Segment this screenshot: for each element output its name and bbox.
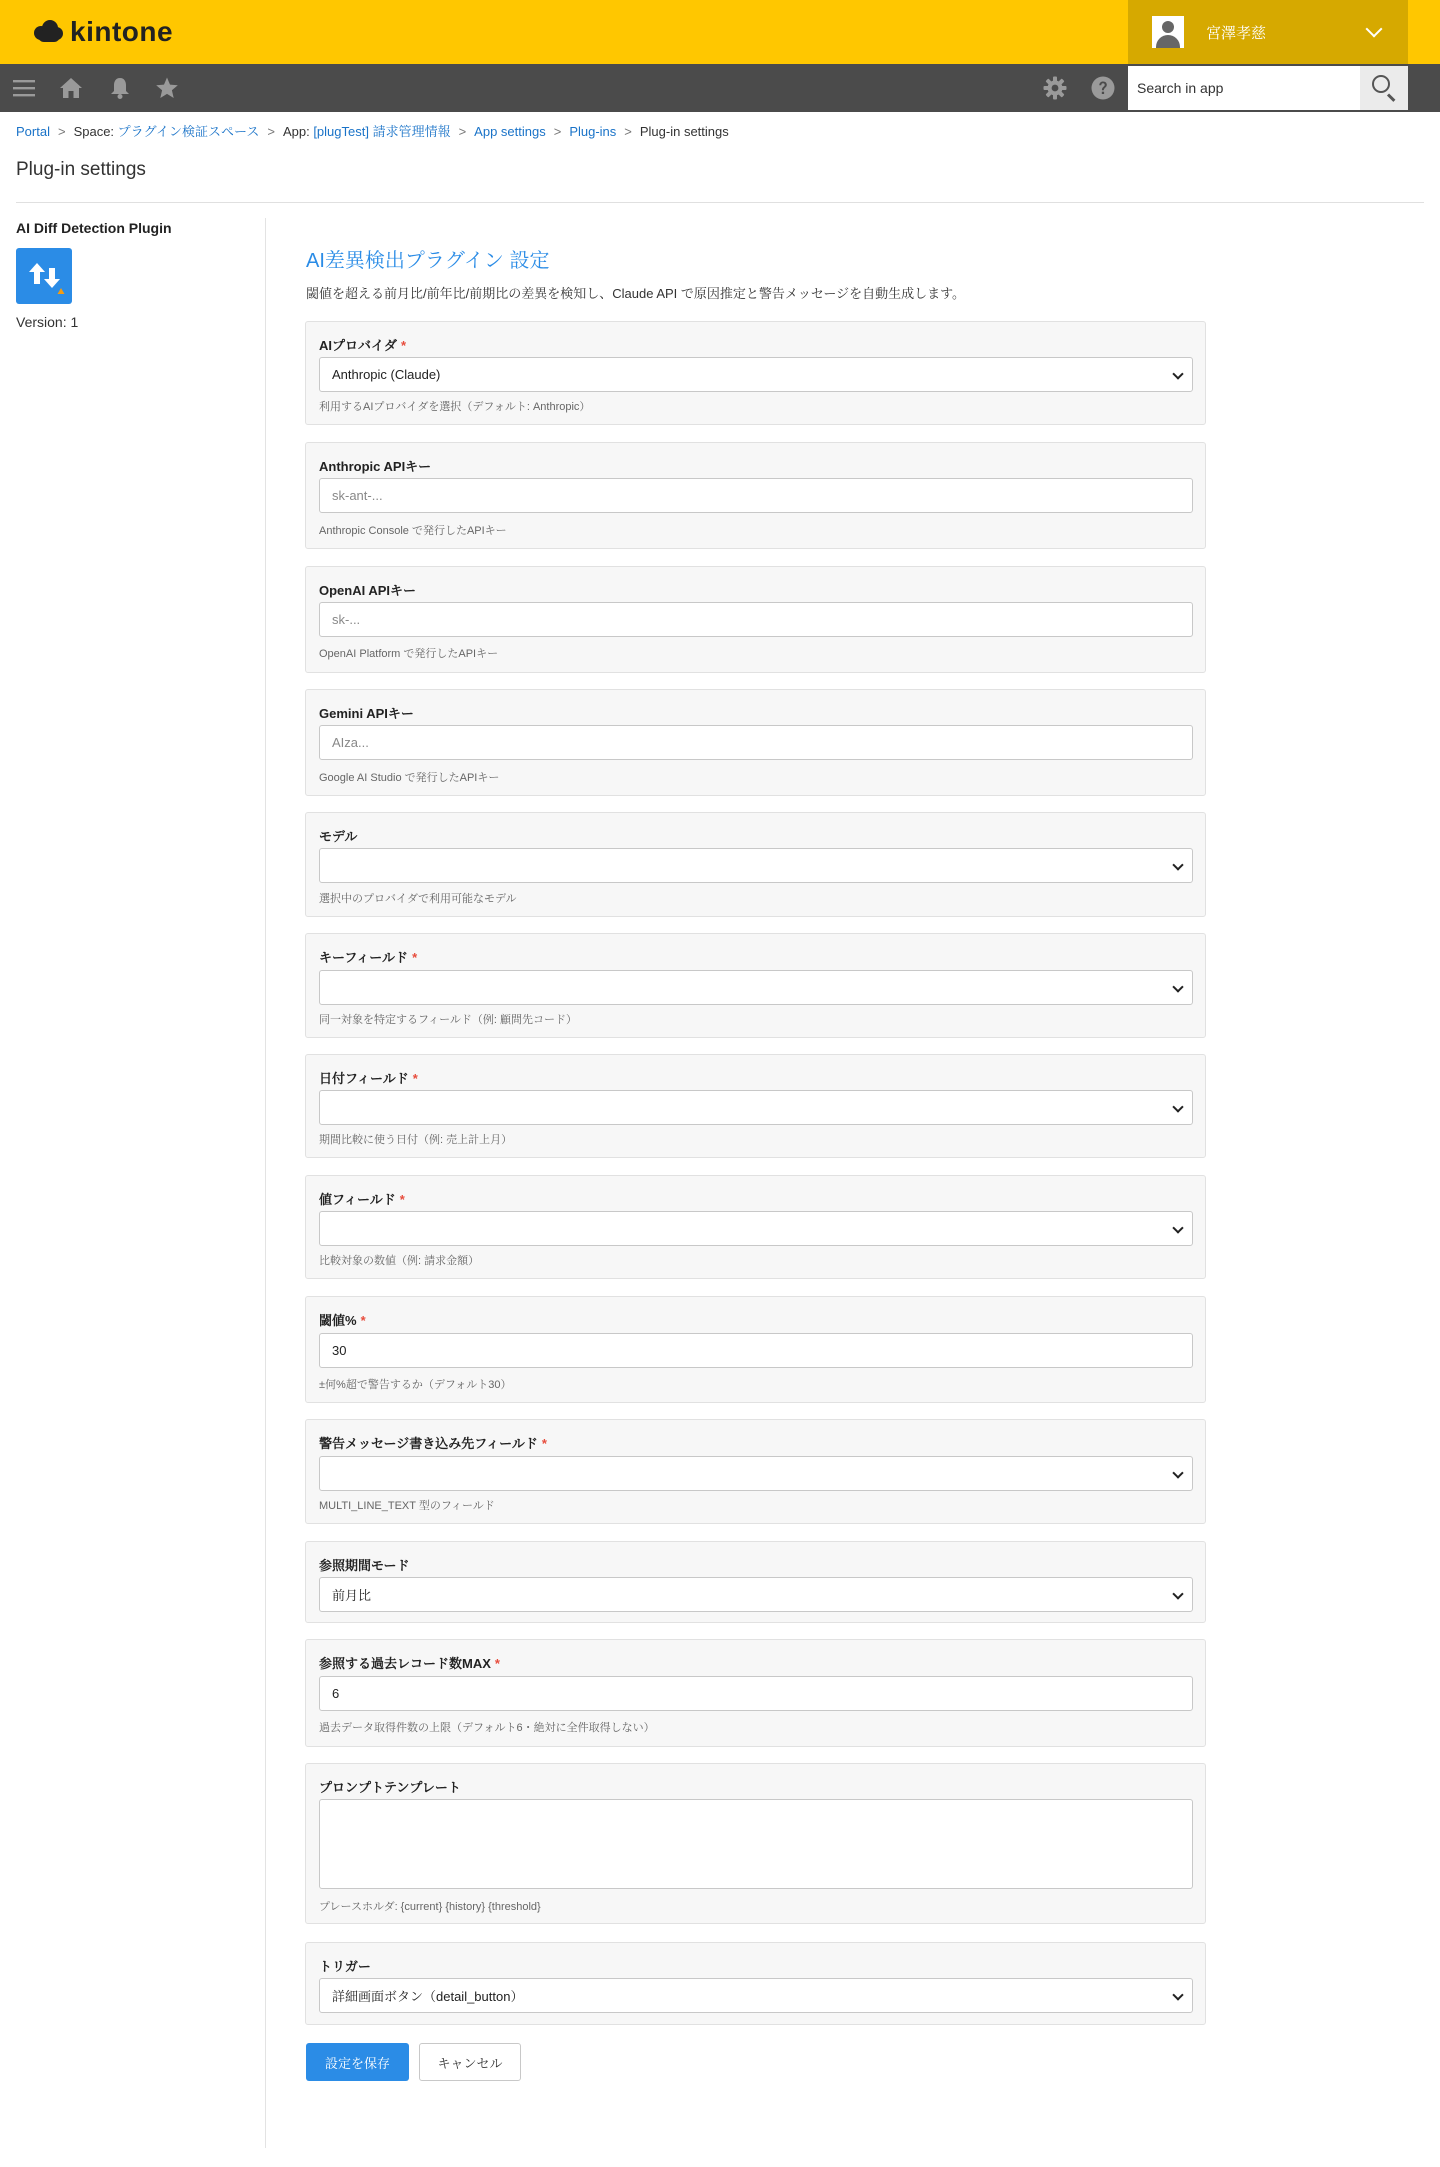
period-mode-section — [305, 1541, 1206, 1623]
warning-field-section: 警告メッセージ書き込み先フィールド * MULTI_LINE_TEXT 型のフィールド — [305, 1419, 1206, 1524]
trigger-select[interactable]: 詳細画面ボタン（detail_button） — [319, 1978, 1193, 2013]
gear-icon[interactable] — [1043, 76, 1067, 100]
search-input[interactable] — [1128, 66, 1360, 110]
threshold-label: 閾値% — [319, 1313, 357, 1328]
model-select[interactable] — [319, 848, 1193, 883]
gemini-key-input[interactable] — [319, 725, 1193, 760]
model-label: モデル — [319, 829, 358, 844]
value-field-section: 値フィールド * 比較対象の数値（例: 請求金額） — [305, 1175, 1206, 1279]
side-divider — [265, 218, 266, 2148]
history-max-label: 参照する過去レコード数MAX — [319, 1656, 491, 1671]
value-field-hint: 比較対象の数値（例: 請求金額） — [319, 1255, 480, 1267]
threshold-hint: ±何%超で警告するか（デフォルト30） — [319, 1379, 512, 1391]
home-icon[interactable] — [59, 76, 83, 100]
breadcrumb-space[interactable]: プラグイン検証スペース — [117, 124, 260, 139]
page-title: Plug-in settings — [16, 159, 146, 180]
history-max-section: 参照する過去レコード数MAX * 6 過去データ取得件数の上限（デフォルト6・絶対に全件取得しない） — [305, 1639, 1206, 1747]
period-mode-select[interactable]: 前月比 — [319, 1577, 1193, 1612]
cloud-logo-icon — [34, 20, 64, 44]
prompt-template-label: プロンプトテンプレート — [319, 1780, 461, 1795]
key-field-hint: 同一対象を特定するフィールド（例: 顧問先コード） — [319, 1014, 578, 1026]
breadcrumb-current: Plug-in settings — [639, 124, 729, 139]
model-section — [305, 812, 1206, 917]
date-field-hint: 期間比較に使う日付（例: 売上計上月） — [319, 1134, 513, 1146]
date-field-select[interactable] — [319, 1090, 1193, 1125]
logo-text: kintone — [70, 16, 174, 47]
title-divider — [16, 202, 1424, 203]
warning-field-select[interactable] — [319, 1456, 1193, 1491]
period-mode-label: 参照期間モード — [319, 1558, 410, 1573]
help-icon[interactable] — [1091, 76, 1115, 100]
arrows-up-down-icon — [16, 248, 72, 304]
openai-key-hint: OpenAI Platform で発行したAPIキー — [319, 648, 499, 660]
user-name: 宮澤孝慈 — [1206, 24, 1267, 42]
key-field-select[interactable] — [319, 970, 1193, 1005]
threshold-section: 閾値% * 30 ±何%超で警告するか（デフォルト30） — [305, 1296, 1206, 1403]
breadcrumb-portal[interactable]: Portal — [16, 124, 50, 139]
save-button[interactable]: 設定を保存 — [306, 2043, 409, 2081]
value-field-label: 値フィールド — [319, 1192, 396, 1207]
breadcrumb-app-settings[interactable]: App settings — [474, 124, 546, 139]
plugin-name: AI Diff Detection Plugin — [16, 220, 172, 236]
cancel-button[interactable]: キャンセル — [419, 2043, 521, 2081]
plugin-icon — [16, 248, 72, 304]
gemini-key-label: Gemini APIキー — [319, 706, 414, 721]
search-box — [1128, 66, 1360, 110]
trigger-section — [305, 1942, 1206, 2025]
bell-icon[interactable] — [108, 76, 132, 100]
gemini-key-section — [305, 689, 1206, 796]
history-max-hint: 過去データ取得件数の上限（デフォルト6・絶対に全件取得しない） — [319, 1722, 655, 1734]
breadcrumb: Portal > Space: プラグイン検証スペース > App: [plugTest] 請求管理情報 > App settings > Plug-ins > Plug-in settings — [16, 124, 729, 139]
top-header — [0, 0, 1440, 64]
threshold-input[interactable] — [319, 1333, 1193, 1368]
settings-title: AI差異検出プラグイン 設定 — [306, 250, 550, 272]
anthropic-key-hint: Anthropic Console で発行したAPIキー — [319, 525, 507, 537]
prompt-template-section — [305, 1763, 1206, 1924]
breadcrumb-app[interactable]: [plugTest] 請求管理情報 — [313, 124, 451, 139]
gemini-key-hint: Google AI Studio で発行したAPIキー — [319, 772, 500, 784]
provider-label: AIプロバイダ — [319, 338, 398, 353]
search-icon — [1372, 75, 1390, 93]
openai-key-label: OpenAI APIキー — [319, 583, 417, 598]
warning-field-label: 警告メッセージ書き込み先フィールド — [319, 1436, 538, 1451]
chevron-down-icon — [1366, 21, 1383, 38]
value-field-select[interactable] — [319, 1211, 1193, 1246]
provider-hint: 利用するAIプロバイダを選択（デフォルト: Anthropic） — [319, 401, 591, 413]
search-button[interactable] — [1360, 66, 1408, 110]
anthropic-key-section — [305, 442, 1206, 549]
anthropic-key-label: Anthropic APIキー — [319, 459, 432, 474]
trigger-label: トリガー — [319, 1959, 371, 1974]
history-max-input[interactable] — [319, 1676, 1193, 1711]
openai-key-section — [305, 566, 1206, 673]
settings-description: 閾値を超える前月比/前年比/前期比の差異を検知し、Claude API で原因推定と警告メッセージを自動生成します。 — [306, 286, 966, 301]
prompt-template-textarea[interactable] — [319, 1799, 1193, 1889]
anthropic-key-input[interactable] — [319, 478, 1193, 513]
menu-icon[interactable] — [12, 76, 36, 100]
key-field-label: キーフィールド — [319, 950, 409, 965]
date-field-section: 日付フィールド * 期間比較に使う日付（例: 売上計上月） — [305, 1054, 1206, 1158]
warning-field-hint: MULTI_LINE_TEXT 型のフィールド — [319, 1500, 495, 1512]
plugin-version: Version: 1 — [16, 314, 79, 330]
breadcrumb-plugins[interactable]: Plug-ins — [569, 124, 617, 139]
star-icon[interactable] — [155, 76, 179, 100]
prompt-template-hint: プレースホルダ: {current} {history} {threshold} — [319, 1901, 541, 1913]
key-field-section: キーフィールド * 同一対象を特定するフィールド（例: 顧問先コード） — [305, 933, 1206, 1038]
kintone-logo[interactable] — [34, 14, 173, 50]
provider-section: AIプロバイダ * Anthropic (Claude) 利用するAIプロバイダを選択（デフォルト: Anthropic） — [305, 321, 1206, 425]
openai-key-input[interactable] — [319, 602, 1193, 637]
provider-select[interactable]: Anthropic (Claude) — [319, 357, 1193, 392]
model-hint: 選択中のプロバイダで利用可能なモデル — [319, 893, 517, 905]
date-field-label: 日付フィールド — [319, 1071, 409, 1086]
user-menu[interactable] — [1128, 0, 1408, 64]
avatar — [1152, 16, 1184, 48]
